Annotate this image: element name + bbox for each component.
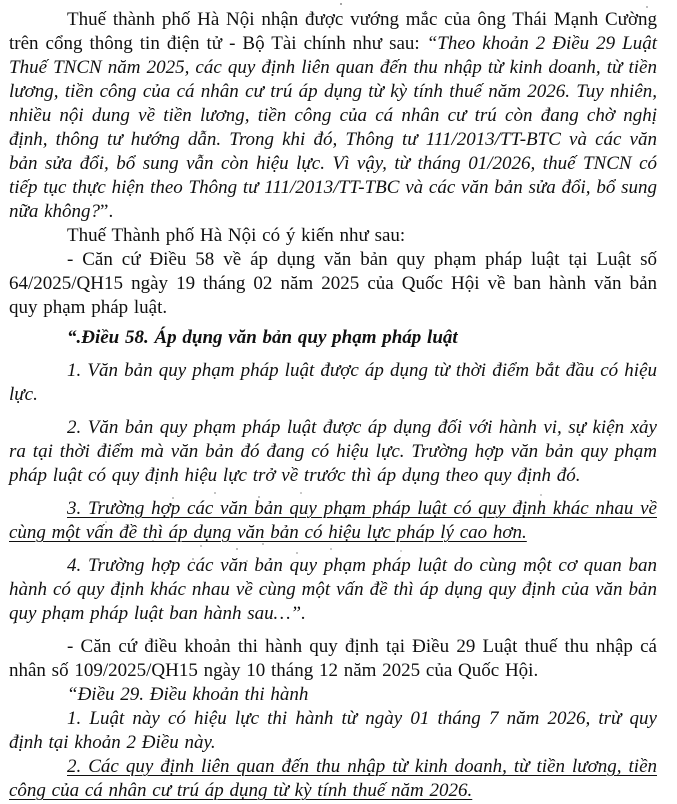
para-article-58-clause-3 <box>9 497 657 545</box>
para-article-58-clause-2 <box>9 416 657 488</box>
para-basis-law-109-2025 <box>9 635 657 683</box>
heading-article-29 <box>9 683 657 707</box>
para-article-58-clause-4 <box>9 554 657 626</box>
text-run: - Căn cứ điều khoản thi hành quy định tại Điều 29 Luật thuế thu nhập cá nhân số 109/2025/QH15 ngày 10 tháng 12 năm 2025 của Quốc Hội. <box>9 636 657 681</box>
para-basis-law-64-2025 <box>9 248 657 320</box>
para-taxpayer-question <box>9 8 657 224</box>
text-run: 4. Trường hợp các văn bản quy phạm pháp luật do cùng một cơ quan ban hành có quy định khác nhau về cùng một vấn đề thì áp dụng quy định của văn bản quy phạm pháp luật ban hành sau…”. <box>9 555 657 624</box>
text-run: 1. Văn bản quy phạm pháp luật được áp dụng từ thời điểm bắt đầu có hiệu lực. <box>9 360 657 405</box>
text-run: 2. Văn bản quy phạm pháp luật được áp dụng đối với hành vi, sự kiện xảy ra tại thời điểm mà văn bản đó đang có hiệu lực. Trường hợp văn bản quy phạm pháp luật có quy định hiệu lực trở về trước thì áp dụng theo quy định đó. <box>9 417 657 486</box>
text-run: Thuế Thành phố Hà Nội có ý kiến như sau: <box>67 225 406 246</box>
text-run: - Căn cứ Điều 58 về áp dụng văn bản quy phạm pháp luật tại Luật số 64/2025/QH15 ngày 19 tháng 02 năm 2025 của Quốc Hội về ban hành văn bản quy phạm pháp luật. <box>9 249 657 318</box>
text-run: “.Điều 58. Áp dụng văn bản quy phạm pháp luật <box>67 327 458 348</box>
heading-article-58 <box>9 326 657 350</box>
text-run: 3. Trường hợp các văn bản quy phạm pháp luật có quy định khác nhau về cùng một vấn đề thì áp dụng văn bản có hiệu lực pháp lý cao hơn. <box>9 498 657 543</box>
text-run: “Điều 29. Điều khoản thi hành <box>67 684 309 705</box>
para-article-29-clause-1 <box>9 707 657 755</box>
text-run: “Theo khoản 2 Điều 29 Luật Thuế TNCN năm 2025, các quy định liên quan đến thu nhập từ kinh doanh, từ tiền lương, tiền công của cá nhân cư trú áp dụng từ kỳ tính thuế năm 2026. Tuy nhiên, nhiều nội dung về tiền lương, tiền công của cá nhân cư trú còn đang chờ nghị định, thông tư hướng dẫn. Trong khi đó, Thông tư 111/2013/TT-BTC và các văn bản sửa đổi, bổ sung vẫn còn hiệu lực. Vì vậy, từ tháng 01/2026, thuế TNCN có tiếp tục thực hiện theo Thông tư 111/2013/TT-TBC và các văn bản sửa đổi, bổ sung nữa không? <box>9 33 658 222</box>
para-opinion-intro <box>9 224 657 248</box>
para-article-58-clause-1 <box>9 359 657 407</box>
text-run: 1. Luật này có hiệu lực thi hành từ ngày 01 tháng 7 năm 2026, trừ quy định tại khoản 2 Điều này. <box>9 708 657 753</box>
text-run: ”. <box>100 201 114 222</box>
para-article-29-clause-2 <box>9 755 657 803</box>
text-run: 2. Các quy định liên quan đến thu nhập từ kinh doanh, từ tiền lương, tiền công của cá nhân cư trú áp dụng từ kỳ tính thuế năm 2026. <box>9 756 657 801</box>
text-run: Thuế thành phố Hà Nội nhận được vướng mắc của ông Thái Mạnh Cường trên cổng thông tin điện tử - Bộ Tài chính như sau: <box>9 9 657 54</box>
